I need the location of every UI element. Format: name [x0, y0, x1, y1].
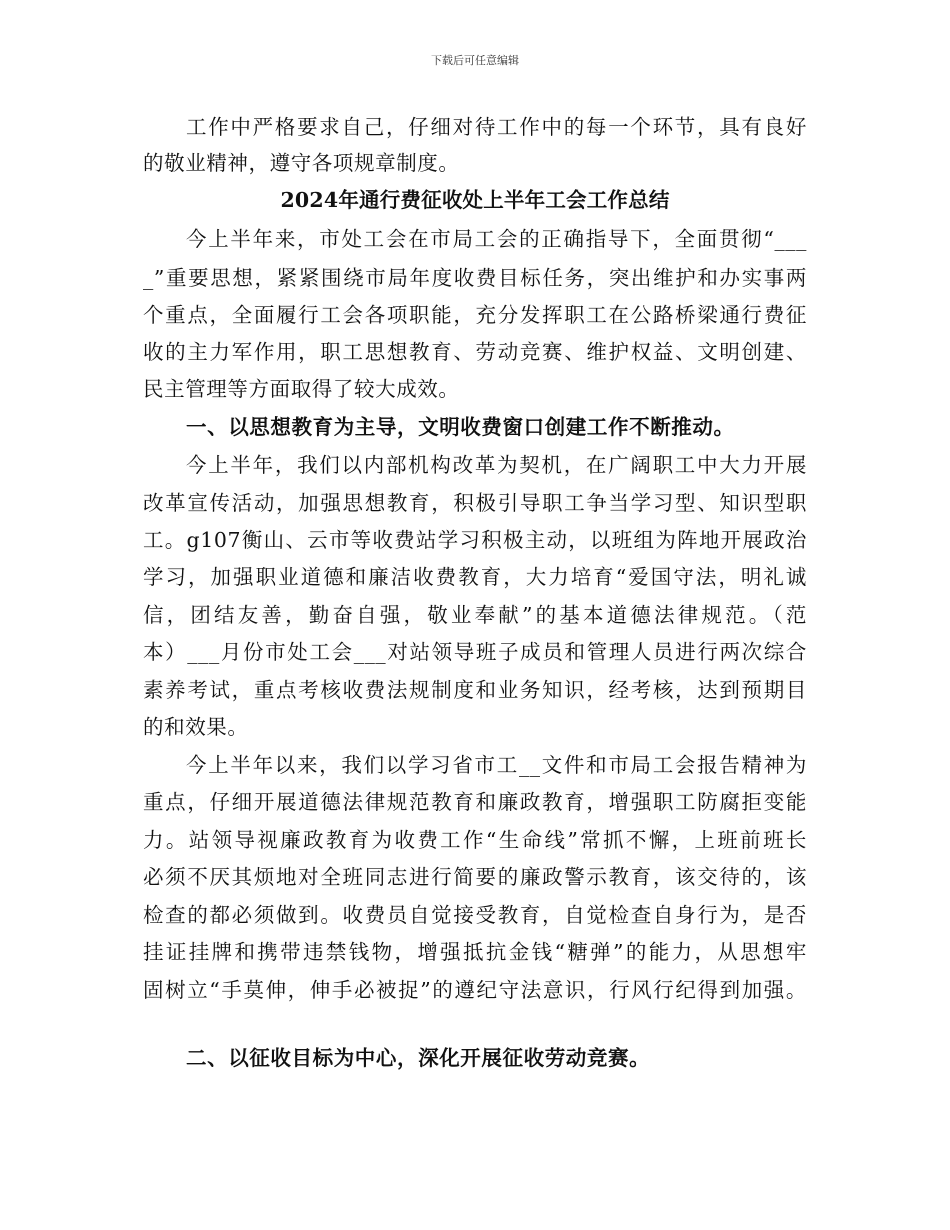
- para2-line-8: 的和效果。: [143, 715, 249, 739]
- para2-line-5: 信，团结友善，勤奋自强，敬业奉献”的基本道德法律规范。（范: [143, 603, 807, 627]
- section-heading-2: 二、以征收目标为中心，深化开展征收劳动竞赛。: [186, 1046, 651, 1070]
- intro-line-1: 工作中严格要求自己，仔细对待工作中的每一个环节，具有良好: [186, 115, 807, 139]
- para3-line-2: 重点，仔细开展道德法律规范教育和廉政教育，增强职工防腐拒变能: [143, 790, 807, 814]
- page-header-note: 下载后可任意编辑: [431, 54, 519, 67]
- para2-line-2: 改革宣传活动，加强思想教育，积极引导职工争当学习型、知识型职: [143, 491, 807, 515]
- para1-line-2: _”重要思想，紧紧围绕市局年度收费目标任务，突出维护和办实事两: [143, 266, 807, 290]
- para3-line-6: 挂证挂牌和携带违禁钱物，增强抵抗金钱“糖弹”的能力，从思想牢: [143, 940, 807, 964]
- para1-line-5: 民主管理等方面取得了较大成效。: [143, 377, 460, 401]
- para1-line-3: 个重点，全面履行工会各项职能，充分发挥职工在公路桥梁通行费征: [143, 303, 807, 327]
- para3-line-4: 必须不厌其烦地对全班同志进行简要的廉政警示教育，该交待的，该: [143, 865, 807, 889]
- para2-line-7: 素养考试，重点考核收费法规制度和业务知识，经考核，达到预期目: [143, 678, 807, 702]
- para3-line-5: 检查的都必须做到。收费员自觉接受教育，自觉检查自身行为，是否: [143, 903, 807, 927]
- para2-line-3: 工。g107衡山、云市等收费站学习积极主动，以班组为阵地开展政治: [143, 528, 807, 552]
- para2-line-6: 本）___月份市处工会___对站领导班子成员和管理人员进行两次综合: [143, 640, 807, 664]
- para2-line-1: 今上半年，我们以内部机构改革为契机，在广阔职工中大力开展: [186, 453, 807, 477]
- section-heading-1: 一、以思想教育为主导，文明收费窗口创建工作不断推动。: [186, 415, 735, 439]
- para3-line-7: 固树立“手莫伸，伸手必被捉”的遵纪守法意识，行风行纪得到加强。: [143, 978, 807, 1002]
- para1-line-1: 今上半年来，市处工会在市局工会的正确指导下，全面贯彻“___: [186, 227, 807, 251]
- para1-line-4: 收的主力军作用，职工思想教育、劳动竞赛、维护权益、文明创建、: [143, 340, 807, 364]
- document-title: 2024年通行费征收处上半年工会工作总结: [280, 188, 670, 212]
- intro-line-2: 的敬业精神，遵守各项规章制度。: [143, 151, 460, 175]
- para3-line-3: 力。站领导视廉政教育为收费工作“生命线”常抓不懈，上班前班长: [143, 828, 807, 852]
- para2-line-4: 学习，加强职业道德和廉洁收费教育，大力培育“爱国守法，明礼诚: [143, 565, 807, 589]
- para3-line-1: 今上半年以来，我们以学习省市工__文件和市局工会报告精神为: [186, 753, 807, 777]
